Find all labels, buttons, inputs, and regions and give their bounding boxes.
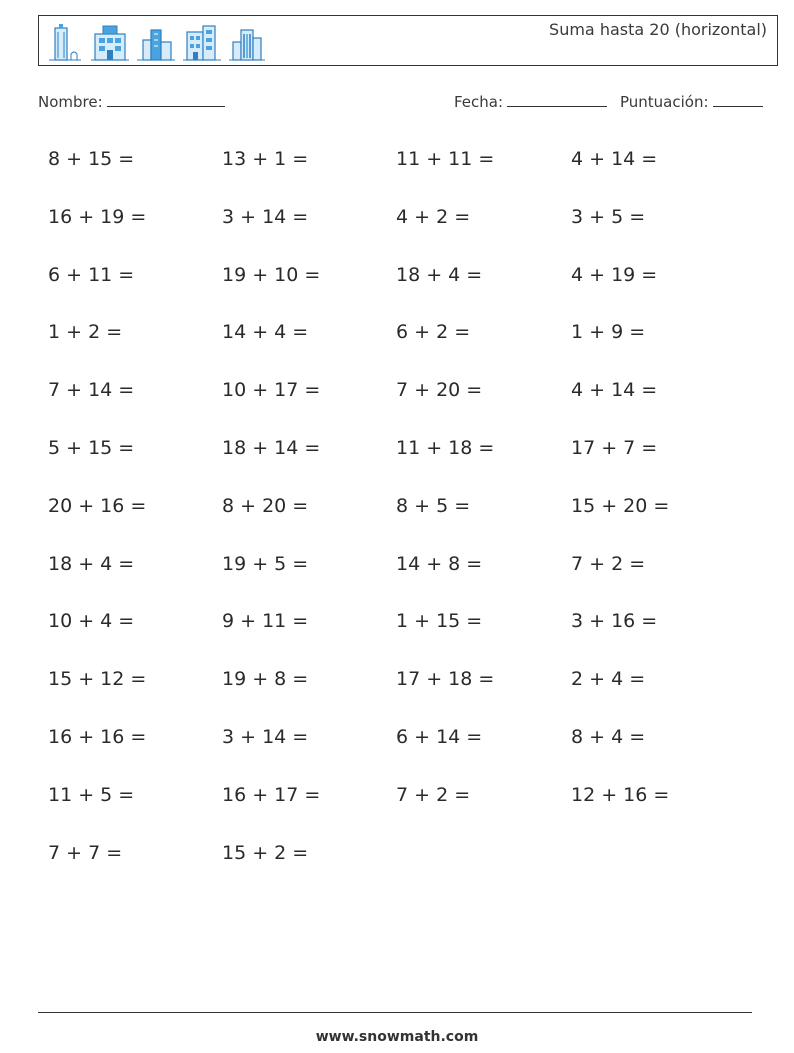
footer-url: www.snowmath.com bbox=[315, 1029, 479, 1045]
problem-item: 3 + 5 = bbox=[571, 206, 646, 228]
problem-item: 19 + 5 = bbox=[222, 553, 309, 575]
problem-item: 9 + 11 = bbox=[222, 610, 309, 632]
problem-item: 15 + 2 = bbox=[222, 842, 309, 864]
problem-item: 6 + 11 = bbox=[48, 264, 135, 286]
problem-item: 4 + 14 = bbox=[571, 148, 658, 170]
problem-item: 1 + 2 = bbox=[48, 321, 123, 343]
problem-item: 8 + 5 = bbox=[396, 495, 471, 517]
problem-item: 3 + 14 = bbox=[222, 726, 309, 748]
problem-item: 8 + 15 = bbox=[48, 148, 135, 170]
problem-item: 20 + 16 = bbox=[48, 495, 147, 517]
problem-item: 11 + 18 = bbox=[396, 437, 495, 459]
problem-item: 7 + 7 = bbox=[48, 842, 123, 864]
problem-item: 1 + 15 = bbox=[396, 610, 483, 632]
problem-item: 7 + 2 = bbox=[571, 553, 646, 575]
problem-item: 15 + 20 = bbox=[571, 495, 670, 517]
problem-item: 8 + 4 = bbox=[571, 726, 646, 748]
problem-item: 1 + 9 = bbox=[571, 321, 646, 343]
problem-item: 13 + 1 = bbox=[222, 148, 309, 170]
problem-item: 16 + 17 = bbox=[222, 784, 321, 806]
problem-item: 5 + 15 = bbox=[48, 437, 135, 459]
problem-item: 2 + 4 = bbox=[571, 668, 646, 690]
footer-divider bbox=[38, 1012, 752, 1013]
problem-item: 19 + 10 = bbox=[222, 264, 321, 286]
problem-item: 14 + 8 = bbox=[396, 553, 483, 575]
problem-item: 4 + 19 = bbox=[571, 264, 658, 286]
problem-item: 6 + 2 = bbox=[396, 321, 471, 343]
problem-item: 11 + 11 = bbox=[396, 148, 495, 170]
problem-item: 8 + 20 = bbox=[222, 495, 309, 517]
problem-item: 18 + 14 = bbox=[222, 437, 321, 459]
problem-item: 3 + 14 = bbox=[222, 206, 309, 228]
problem-item: 4 + 14 = bbox=[571, 379, 658, 401]
worksheet-title: Suma hasta 20 (horizontal) bbox=[549, 20, 767, 39]
name-label: Nombre: bbox=[38, 93, 103, 111]
problem-item: 16 + 19 = bbox=[48, 206, 147, 228]
problem-item: 10 + 17 = bbox=[222, 379, 321, 401]
problem-item: 6 + 14 = bbox=[396, 726, 483, 748]
problem-item: 7 + 14 = bbox=[48, 379, 135, 401]
problem-item: 7 + 2 = bbox=[396, 784, 471, 806]
problem-item: 3 + 16 = bbox=[571, 610, 658, 632]
problem-item: 14 + 4 = bbox=[222, 321, 309, 343]
problem-item: 18 + 4 = bbox=[48, 553, 135, 575]
problem-item: 18 + 4 = bbox=[396, 264, 483, 286]
problem-item: 10 + 4 = bbox=[48, 610, 135, 632]
problem-item: 4 + 2 = bbox=[396, 206, 471, 228]
problem-item: 7 + 20 = bbox=[396, 379, 483, 401]
date-label: Fecha: bbox=[454, 93, 504, 111]
problem-item: 19 + 8 = bbox=[222, 668, 309, 690]
problem-item: 11 + 5 = bbox=[48, 784, 135, 806]
problem-item: 15 + 12 = bbox=[48, 668, 147, 690]
problem-item: 17 + 7 = bbox=[571, 437, 658, 459]
score-label: Puntuación: bbox=[620, 93, 709, 111]
problem-item: 12 + 16 = bbox=[571, 784, 670, 806]
problem-item: 17 + 18 = bbox=[396, 668, 495, 690]
problem-item: 16 + 16 = bbox=[48, 726, 147, 748]
